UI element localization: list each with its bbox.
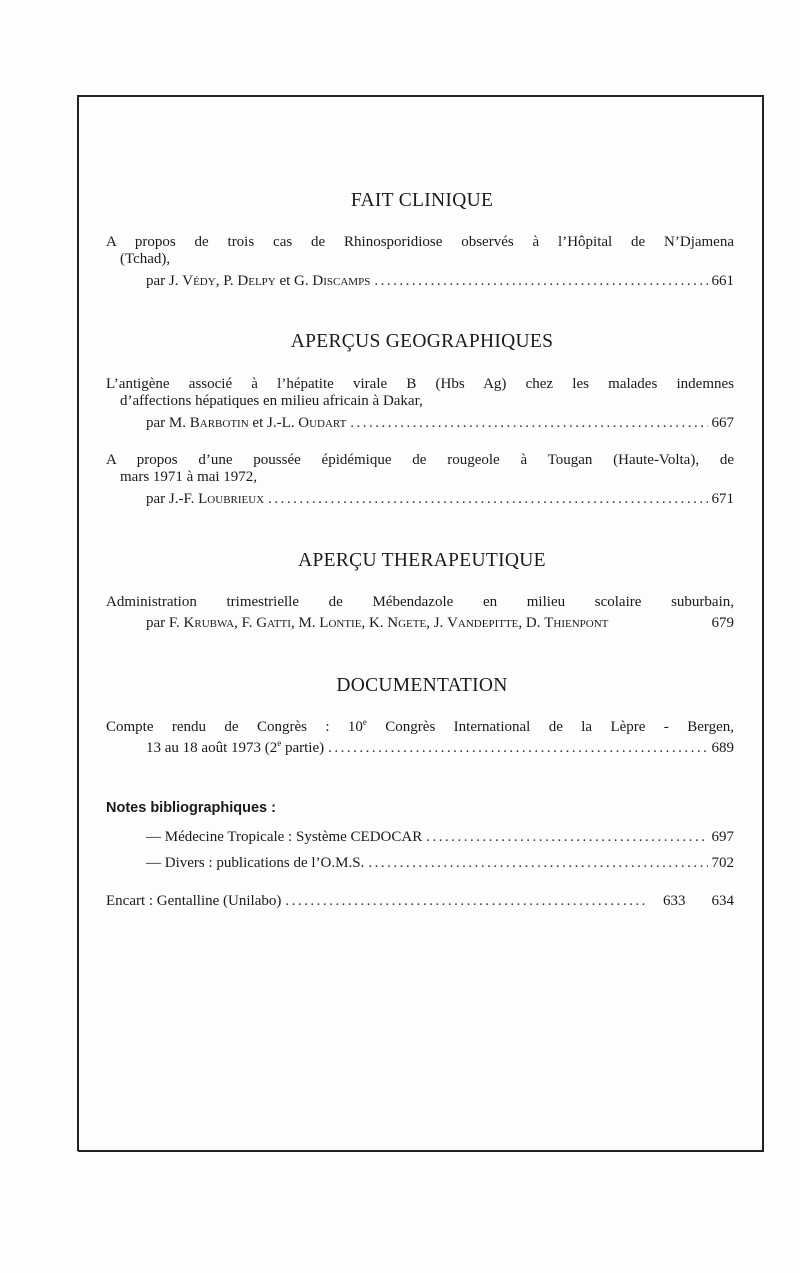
entry-title-line: (Tchad), [120,251,171,267]
entry-authors-line [106,615,734,632]
entry-title-line: mars 1971 à mai 1972, [120,469,258,485]
dot-leader [368,855,707,872]
notes-item [106,829,734,846]
notes-title: Notes bibliographiques : [106,800,276,816]
toc-entry [106,719,734,757]
page-number: 689 [711,740,734,756]
entry-title-line: Administration trimestrielle de Mébendazole en milieu scolaire suburbain, [106,594,734,610]
entry-title-line: Compte rendu de Congrès : 10e Congrès International de la Lèpre - Bergen, [106,717,734,735]
frame-left-rule [77,95,79,1151]
encart-row [106,893,734,910]
entry-title-cont: 13 au 18 août 1973 (2e partie) [146,738,325,756]
entry-authors-line [106,273,734,290]
entry-authors: par M. Barbotin et J.-L. Oudart [146,415,347,431]
notes-item [106,855,734,872]
dot-leader [426,829,707,846]
page-number: 667 [711,415,734,431]
entry-title-line: d’affections hépatiques en milieu africain à Dakar, [120,393,423,409]
toc-entry [106,594,734,632]
section-heading-apercu-therapeutique: APERÇU THERAPEUTIQUE [298,550,546,571]
page-number: 671 [711,491,734,507]
entry-authors: par J.-F. Loubrieux [146,491,265,507]
notes-section [106,800,734,872]
encart-line [106,893,734,910]
dot-leader [268,491,707,508]
toc-entry [106,376,734,432]
dot-leader [374,273,707,290]
toc-entry [106,452,734,508]
section-heading-documentation: DOCUMENTATION [336,675,508,696]
dot-leader [285,893,645,910]
frame-right-rule [762,95,764,1151]
page-number: 702 [711,855,734,871]
entry-authors: par J. Védy, P. Delpy et G. Discamps [146,273,371,289]
section-heading-apercus-geographiques: APERÇUS GEOGRAPHIQUES [290,331,554,352]
page-number: 697 [711,829,734,845]
notes-item-text: — Divers : publications de l’O.M.S. [146,855,365,871]
toc-entry [106,234,734,290]
entry-title-line: A propos d’une poussée épidémique de rougeole à Tougan (Haute-Volta), de [106,452,734,468]
entry-title-line [106,740,734,757]
entry-authors: par F. Krubwa, F. Gatti, M. Lontie, K. Ngete, J. Vandepitte, D. Thienpont [146,615,609,631]
section-heading-fait-clinique: FAIT CLINIQUE [350,190,494,211]
frame-bottom-rule [78,1150,764,1152]
page-number: 633 [663,893,686,909]
page-number: 661 [711,273,734,289]
page-number: 679 [711,615,734,631]
entry-title-line: A propos de trois cas de Rhinosporidiose observés à l’Hôpital de N’Djamena [106,234,734,250]
entry-title-line: L’antigène associé à l’hépatite virale B (Hbs Ag) chez les malades indemnes [106,376,734,392]
frame-top-rule [78,95,764,97]
entry-authors-line [106,415,734,432]
dot-leader [328,740,707,757]
dot-leader [350,415,707,432]
entry-authors-line [106,491,734,508]
notes-item-text: — Médecine Tropicale : Système CEDOCAR [146,829,423,845]
encart-text: Encart : Gentalline (Unilabo) [106,893,282,909]
page-number: 634 [711,893,734,909]
